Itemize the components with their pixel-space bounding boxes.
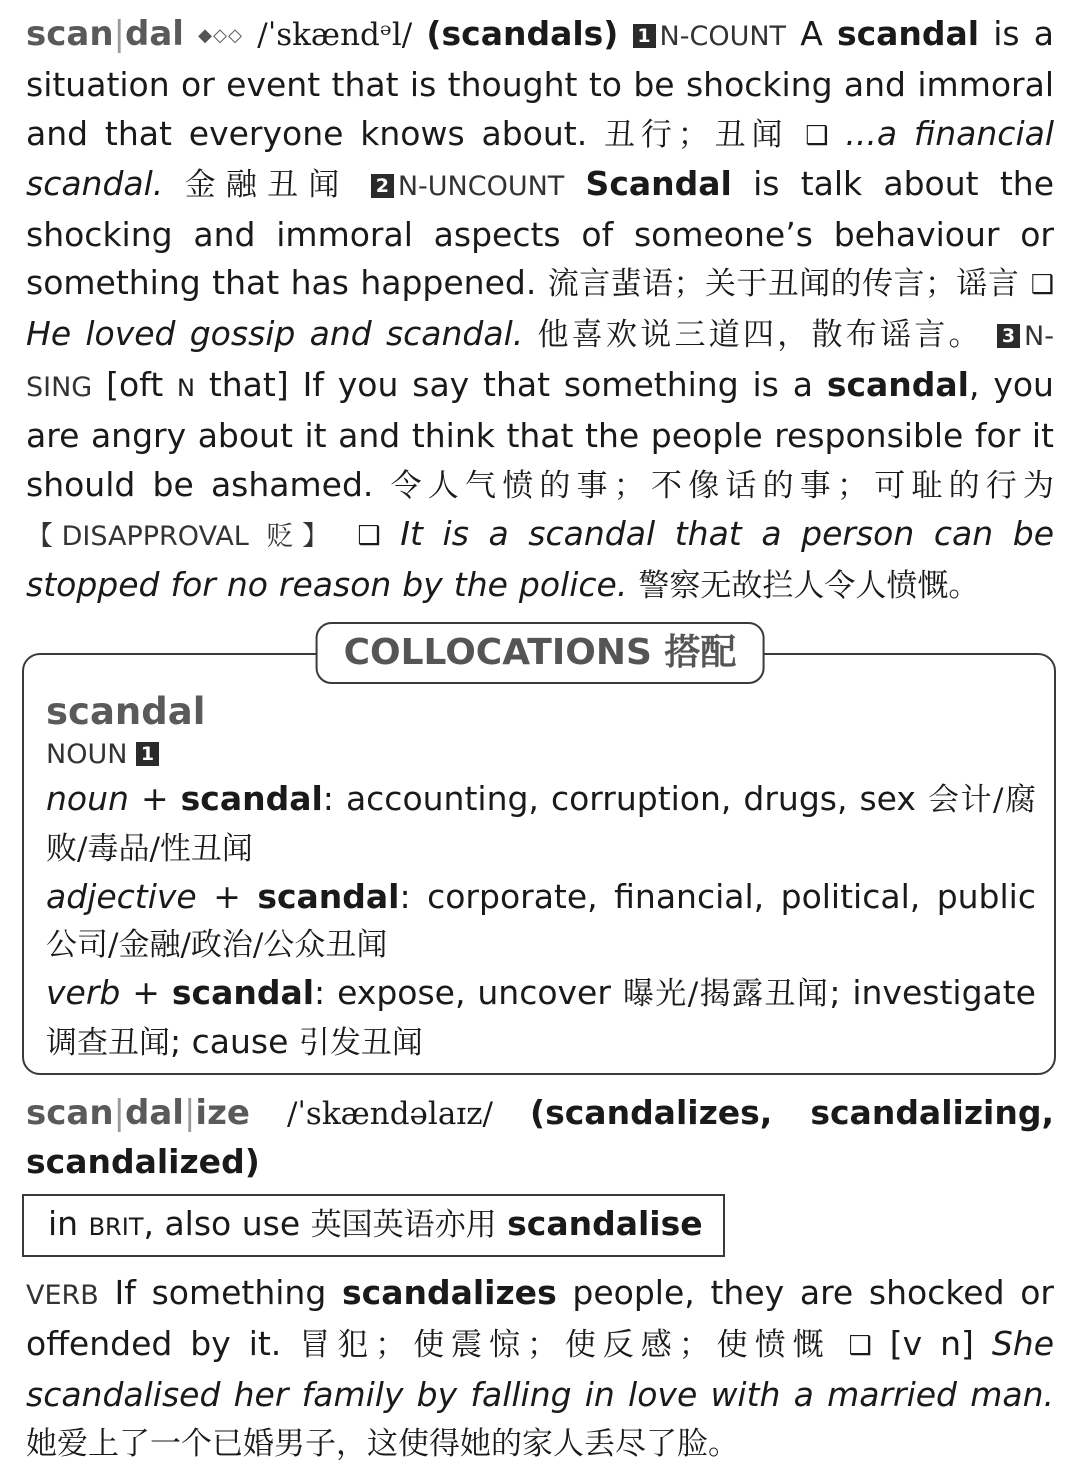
example-sentence: He loved gossip and scandal. — [26, 313, 524, 353]
definition-text: If you say that something is a — [302, 365, 813, 405]
collocation-line: noun + scandal: accounting, corruption, drugs, sex 会计/腐败/毒品/性丑闻 — [46, 778, 1036, 867]
grammar-label: N-COUNT — [659, 21, 787, 52]
chinese-translation: 令人气愤的事；不像话的事；可耻的行为 — [390, 467, 1055, 504]
part-of-speech: NOUN 1 — [46, 735, 1036, 775]
definition-text: , you are angry about it and think that the people responsible for it should be ashamed. — [26, 365, 1054, 504]
entry-scandalize — [26, 1089, 1054, 1187]
keyword: scandal — [836, 14, 980, 53]
grammar-label: VERB — [26, 1280, 99, 1312]
example-box-icon: ❑ — [805, 120, 829, 151]
british-spelling-box: in BRIT, also use 英国英语亦用 scandalise — [22, 1194, 725, 1257]
frequency-diamonds-icon: ◆◇◇ — [198, 25, 244, 46]
keyword: scandalizes — [342, 1273, 557, 1313]
grammar-label: N-SING — [26, 320, 1054, 404]
definition-text: is a situation or event that is thought to be shocking and immoral and that everyone knows about. — [26, 14, 1054, 153]
grammar-pattern: [oft N that] — [106, 365, 289, 405]
collocations-box — [22, 631, 1056, 1075]
definition-text: is talk about the shocking and immoral aspects of someone’s behaviour or something that has happened. — [26, 163, 1054, 303]
example-translation: 他喜欢说三道四，散布谣言。 — [537, 316, 983, 353]
example-translation: 警察无故拦人令人愤慨。 — [638, 568, 980, 605]
example-sentence: She scandalised her family by falling in love with a married man. — [26, 1324, 1055, 1414]
collocations-title: COLLOCATIONS 搭配 — [316, 622, 765, 684]
chinese-translation: 流言蜚语；关于丑闻的传言；谣言 — [547, 266, 1020, 303]
example-translation: 她爱上了一个已婚男子，这使得她的家人丢尽了脸。 — [26, 1426, 739, 1463]
example-sentence: It is a scandal that a person can be stopped for no reason by the police. — [26, 513, 1054, 605]
grammar-label: N-UNCOUNT — [397, 170, 565, 202]
keyword: Scandal — [585, 163, 732, 203]
entry-scandal — [26, 10, 1054, 611]
headword: scan|dal — [26, 14, 184, 54]
collocations-panel — [26, 631, 1054, 1075]
example-translation: 金融丑闻 — [184, 166, 350, 203]
definition-text: A — [800, 14, 823, 53]
chinese-translation: 丑行；丑闻 — [604, 116, 789, 153]
sense-number-2: 2 — [371, 174, 394, 198]
inflected-forms: (scandalizes, scandalizing, scandalized) — [26, 1092, 1054, 1181]
chinese-translation: 冒犯；使震惊；使反感；使愤慨 — [299, 1327, 831, 1364]
collocation-line: adjective + scandal: corporate, financial, political, public 公司/金融/政治/公众丑闻 — [46, 876, 1036, 963]
keyword: scandal — [826, 365, 969, 405]
definition-text: If something — [114, 1273, 327, 1313]
sense-number-1: 1 — [136, 742, 159, 766]
collocation-line: verb + scandal: expose, uncover 曝光/揭露丑闻; investigate 调查丑闻; cause 引发丑闻 — [46, 972, 1036, 1061]
sense-number-1: 1 — [633, 24, 656, 48]
example-box-icon: ❑ — [1030, 270, 1055, 301]
example-box-icon: ❑ — [357, 520, 381, 551]
pronunciation: /ˈskændəlaɪz/ — [286, 1095, 493, 1132]
usage-label: 【DISAPPROVAL 贬】 — [26, 520, 338, 552]
pronunciation: /ˈskændᵊl/ — [257, 17, 413, 53]
sense-scandalize — [26, 1269, 1054, 1468]
definition-text: people, they are shocked or offended by it. — [26, 1273, 1054, 1364]
example-box-icon: ❑ — [848, 1331, 872, 1362]
grammar-pattern: [v n] — [889, 1324, 974, 1364]
collocation-headword: scandal — [46, 689, 206, 733]
headword: scan|dal|ize — [26, 1092, 250, 1133]
example-sentence: ...a financial scandal. — [26, 113, 1054, 203]
sense-number-3: 3 — [997, 324, 1020, 348]
inflected-forms: (scandals) — [426, 14, 619, 53]
